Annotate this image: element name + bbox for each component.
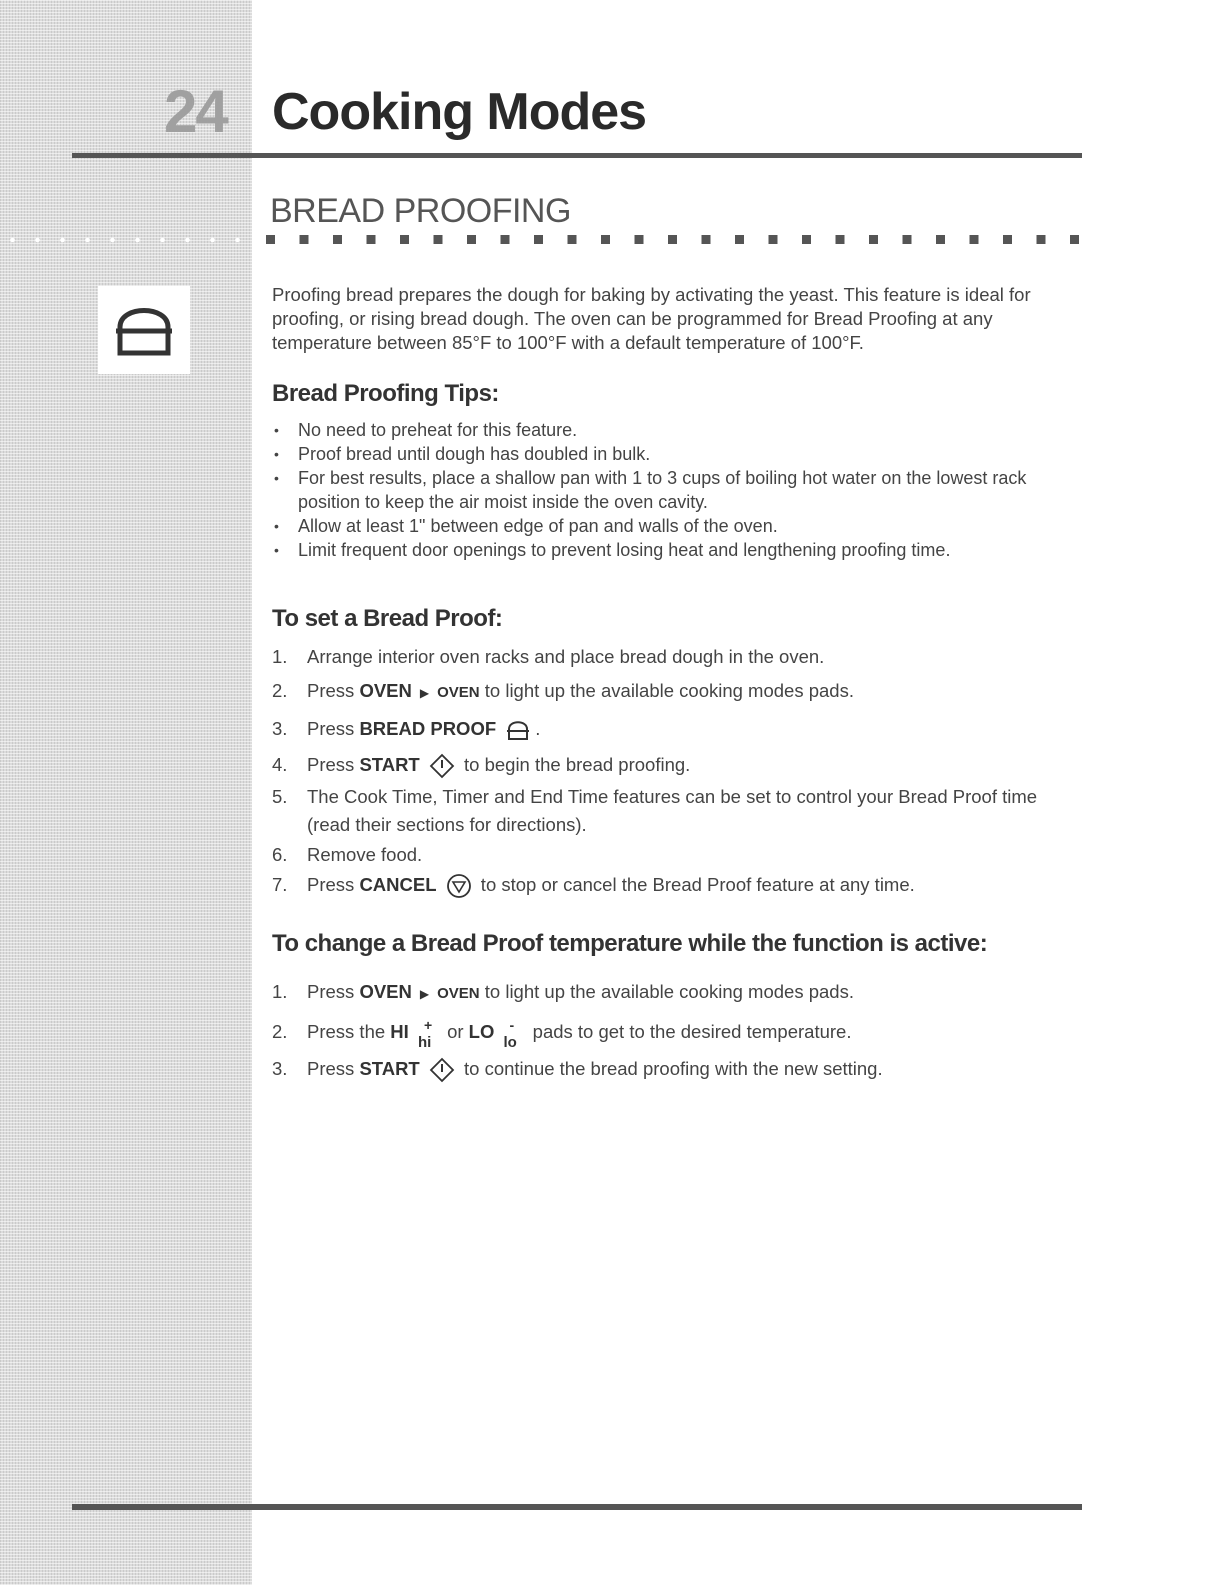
list-item: 1. Press OVEN ▶ OVEN to light up the available cooking modes pads.: [272, 981, 854, 1002]
page-number: 24: [164, 78, 227, 145]
cancel-key-label: CANCEL: [359, 874, 437, 896]
start-key-label: START: [359, 1058, 420, 1080]
change-heading: To change a Bread Proof temperature while the function is active:: [272, 930, 988, 957]
oven-pad-label: OVEN: [437, 985, 480, 1002]
start-icon: [429, 1057, 455, 1083]
list-item: 2. Press the HI + hi or LO - lo pads to get to the desired temperature.: [272, 1017, 852, 1052]
list-item: 6. Remove food.: [272, 844, 423, 866]
lo-pad-icon: - lo: [503, 1017, 517, 1052]
bread-proof-icon: [505, 719, 531, 741]
list-item: 7. Press CANCEL to stop or cancel the Bread Proof feature at any time.: [272, 871, 1072, 899]
list-item: 5. The Cook Time, Timer and End Time features can be set to control your Bread Proof time (read their sections for directions).: [272, 786, 1038, 836]
hi-key-label: HI: [390, 1021, 409, 1042]
list-item: 4. Press START to begin the bread proofing.: [272, 751, 1072, 779]
start-key-label: START: [359, 754, 420, 775]
section-square-divider: [266, 235, 1096, 244]
list-item: • For best results, place a shallow pan with 1 to 3 cups of boiling hot water on the lowest rack position to keep the air moist inside the oven cavity.: [272, 466, 1052, 514]
set-heading: To set a Bread Proof:: [272, 605, 503, 632]
bread-proof-icon-box: [98, 286, 190, 374]
hi-pad-icon: + hi: [417, 1017, 433, 1052]
oven-pad-label: OVEN: [437, 684, 480, 701]
intro-paragraph: Proofing bread prepares the dough for baking by activating the yeast. This feature is ideal for proofing, or rising bread dough. The oven can be programmed for Bread Proofing at any temperature between 85°F to 100°F with a default temperature of 100°F.: [272, 284, 1031, 353]
list-item: • Proof bread until dough has doubled in bulk.: [272, 442, 1052, 466]
section-title: BREAD PROOFING: [270, 192, 571, 230]
list-item: 1. Arrange interior oven racks and place bread dough in the oven.: [272, 646, 825, 667]
start-icon: [429, 753, 455, 779]
list-item: 3. Press START to continue the bread proofing with the new setting.: [272, 1055, 1072, 1083]
tips-heading: Bread Proofing Tips:: [272, 380, 499, 407]
lo-key-label: LO: [468, 1021, 495, 1042]
footer-rule: [72, 1504, 1082, 1510]
change-steps: [272, 978, 1072, 1083]
list-item: 2. Press OVEN ▶ OVEN to light up the available cooking modes pads.: [272, 680, 854, 701]
bread-proof-key-label: BREAD PROOF: [359, 718, 497, 739]
header-rule: [72, 153, 1082, 158]
chapter-title: Cooking Modes: [272, 83, 647, 141]
list-item: • Allow at least 1" between edge of pan and walls of the oven.: [272, 514, 1052, 538]
set-steps: [272, 643, 1072, 899]
oven-key-label: OVEN: [359, 981, 412, 1002]
sidebar-dot-row: [0, 236, 252, 244]
list-item: • No need to preheat for this feature.: [272, 418, 1052, 442]
tips-list: [272, 418, 1052, 562]
oven-key-label: OVEN: [359, 680, 412, 701]
bread-proof-icon: [112, 301, 176, 359]
cancel-icon: [446, 873, 472, 899]
list-item: • Limit frequent door openings to prevent losing heat and lengthening proofing time.: [272, 538, 1052, 562]
list-item: 3. Press BREAD PROOF .: [272, 715, 1072, 743]
arrow-icon: ▶: [419, 987, 430, 1001]
arrow-icon: ▶: [419, 686, 430, 700]
